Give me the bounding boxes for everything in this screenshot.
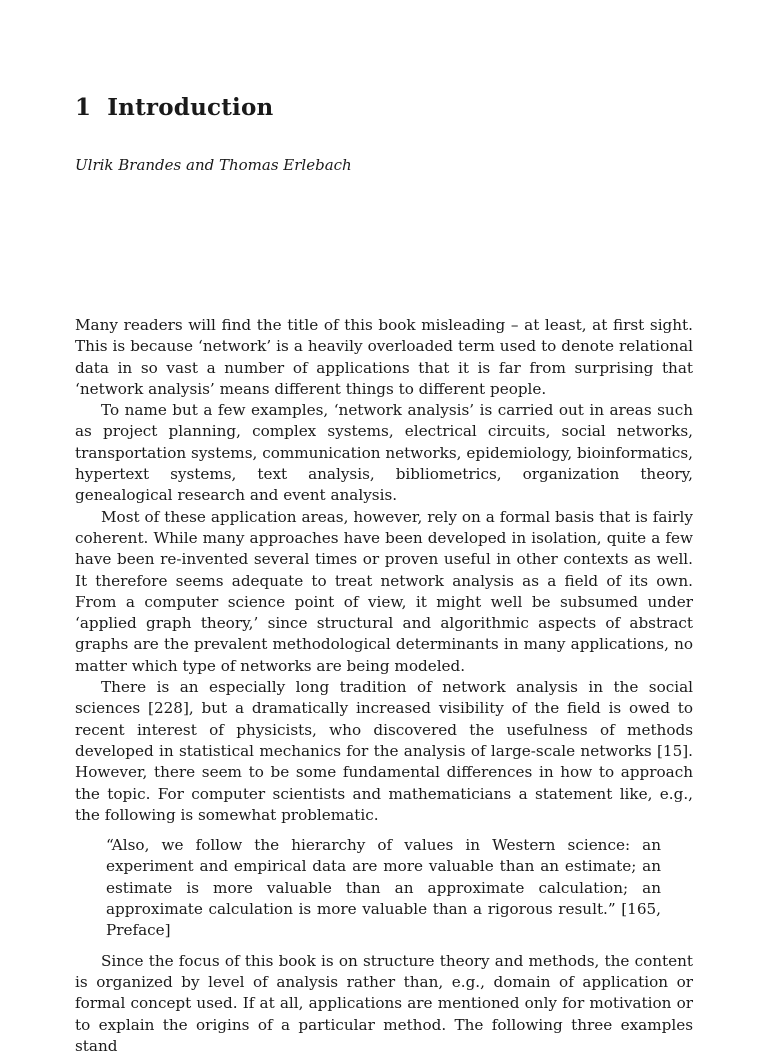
chapter-title: Introduction — [107, 94, 274, 121]
paragraph-2: To name but a few examples, ‘network analysis’ is carried out in areas such as project planning, complex systems, electrical circuits, social networks, transportation systems, communication networks, epidemiology, bioinformatics, hypertext systems, text analysis, bibliometrics, organization theory, genealogical research and event analysis. — [75, 401, 693, 505]
chapter-number: 1 — [75, 94, 92, 121]
block-quote: “Also, we follow the hierarchy of values in Western science: an experiment and empirical data are more valuable than an estimate; an estimate is more valuable than an approximate calculation; an approximate calculation is more valuable than a rigorous result.” [165, Preface] — [106, 836, 661, 940]
paragraph-3: Most of these application areas, however, rely on a formal basis that is fairly coherent. While many approaches have been developed in isolation, quite a few have been re-invented several times or proven useful in other contexts as well. It therefore seems adequate to treat network analysis as a field of its own. From a computer science point of view, it might well be subsumed under ‘applied graph theory,’ since structural and algorithmic aspects of abstract graphs are the prevalent methodological determinants in many applications, no matter which type of networks are being modeled. — [75, 507, 693, 675]
chapter-heading — [75, 92, 273, 124]
chapter-body — [75, 315, 693, 1057]
paragraph-4: There is an especially long tradition of network analysis in the social sciences [228], but a dramatically increased visibility of the field is owed to recent interest of physicists, who discovered the usefulness of methods developed in statistical mechanics for the analysis of large-scale networks [15]. However, there seem to be some fundamental differences in how to approach the topic. For computer scientists and mathematicians a statement like, e.g., the following is somewhat problematic. — [75, 678, 693, 824]
paragraph-5: Since the focus of this book is on structure theory and methods, the content is organized by level of analysis rather than, e.g., domain of application or formal concept used. If at all, applications are mentioned only for motivation or to explain the origins of a particular method. The following three examples stand — [75, 951, 693, 1055]
paragraph-1: Many readers will find the title of this book misleading – at least, at first sight. This is because ‘network’ is a heavily overloaded term used to denote relational data in so vast a number of applications that it is far from surprising that ‘network analysis’ means different things to different people. — [75, 316, 693, 398]
chapter-authors: Ulrik Brandes and Thomas Erlebach — [75, 156, 352, 174]
